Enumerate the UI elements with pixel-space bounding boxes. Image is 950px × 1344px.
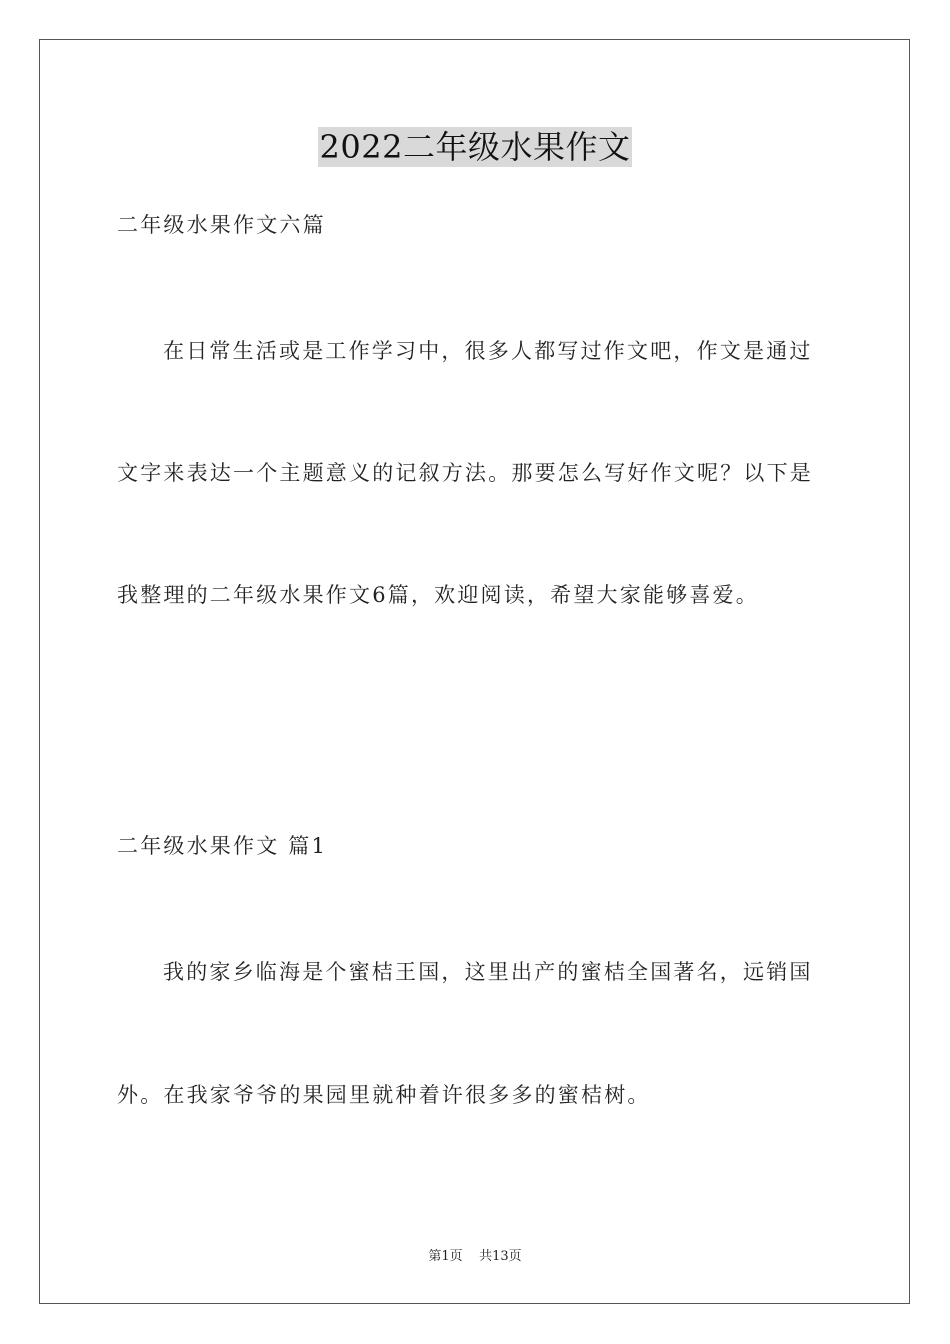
page-number: 第1页 (428, 1249, 463, 1264)
paragraph-2-line-1: 我的家乡临海是个蜜桔王国，这里出产的蜜桔全国著名，远销国 (163, 960, 813, 984)
paragraph-1-line-3: 我整理的二年级水果作文6篇，欢迎阅读，希望大家能够喜爱。 (117, 583, 759, 607)
paragraph-1-line-2: 文字来表达一个主题意义的记叙方法。那要怎么写好作文呢？以下是 (117, 461, 813, 485)
subtitle-line: 二年级水果作文六篇 (117, 213, 326, 237)
title-container (0, 127, 950, 167)
document-title: 2022二年级水果作文 (319, 128, 631, 166)
paragraph-2-line-2: 外。在我家爷爷的果园里就种着许很多多的蜜桔树。 (117, 1083, 651, 1107)
page-footer (0, 1248, 950, 1266)
paragraph-1-line-1: 在日常生活或是工作学习中，很多人都写过作文吧，作文是通过 (163, 339, 813, 363)
page-total: 共13页 (479, 1249, 522, 1264)
section-heading: 二年级水果作文 篇1 (117, 834, 328, 858)
